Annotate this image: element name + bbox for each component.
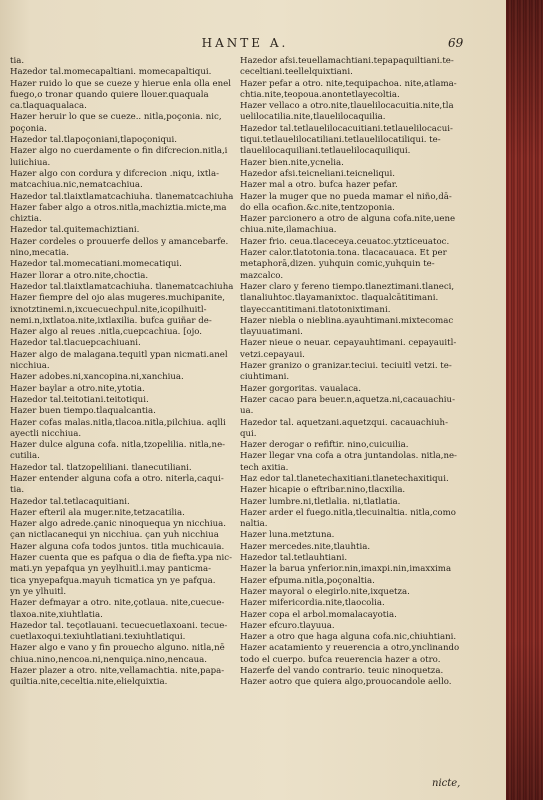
dictionary-entry	[10, 395, 238, 406]
right-column	[240, 56, 472, 689]
entry-line: Hazedor afsi.teicneliani.teicneliqui.	[240, 168, 396, 179]
entry-line: Hazer hicapie o eftribar.nino,tlacxilia.	[240, 485, 406, 496]
dictionary-entry	[240, 316, 472, 339]
dictionary-entry	[240, 214, 472, 237]
dictionary-entry	[10, 293, 238, 327]
entry-line: Hazedor tal.tetlauelilocacuitiani.tetlauelilocacui-	[240, 123, 453, 134]
entry-line: Hazer entender alguna cofa a otro. niterla,caqui-	[10, 473, 224, 484]
dictionary-entry	[10, 67, 238, 78]
entry-line: Hazerfe del vando contrario. teuic ninoquetza.	[240, 666, 444, 677]
entry-line: tia.	[10, 485, 25, 496]
entry-line: ceceltiani.teellelquixtiani.	[240, 67, 353, 78]
dictionary-entry	[240, 530, 472, 541]
entry-line: chiztia.	[10, 214, 42, 225]
entry-line: Hazer ruido lo que se cueze y hierue enla olla enel	[10, 78, 232, 89]
entry-line: metaphorā,dizen. yuhquin comic,yuhquin te-	[240, 259, 435, 270]
dictionary-entry	[240, 587, 472, 598]
entry-line: Hazer efpuma.nitla,poçonaltia.	[240, 575, 375, 586]
entry-line: Hazer gorgoritas. vaualaca.	[240, 383, 362, 394]
entry-line: ua.	[240, 406, 254, 417]
entry-line: Hazer algo con cordura y difcrecion .niqu, ixtla-	[10, 168, 220, 179]
dictionary-entry	[240, 248, 472, 282]
entry-line: Hazer baylar a otro.nite,ytotia.	[10, 383, 145, 394]
dictionary-entry	[240, 542, 472, 553]
dictionary-entry	[240, 508, 472, 531]
dictionary-entry	[240, 564, 472, 575]
entry-line: poçonia.	[10, 123, 47, 134]
entry-line: uelilocatilia.nite,tlauelilocaquilia.	[240, 112, 386, 123]
dictionary-entry	[240, 666, 472, 677]
dictionary-entry	[240, 576, 472, 587]
entry-line: tlaxoa.nite,xiuhtlatia.	[10, 609, 103, 620]
dictionary-entry	[10, 192, 238, 203]
entry-line: yn ye ylhuitl.	[10, 586, 67, 597]
dictionary-entry	[10, 338, 238, 349]
entry-line: mazcalco.	[240, 270, 284, 281]
entry-line: çan nictlacanequi yn nicchiua. çan yuh nicchiua	[10, 530, 219, 541]
entry-line: Hazedor tal. tlatzopeliliani. tlanecutiliani.	[10, 462, 192, 473]
entry-line: Hazedor tal.teitotiani.teitotiqui.	[10, 394, 149, 405]
dictionary-entry	[10, 542, 238, 553]
entry-line: Hazer acatamiento y reuerencia a otro,ynclinando	[240, 643, 460, 654]
dictionary-entry	[240, 180, 472, 191]
dictionary-entry	[240, 621, 472, 632]
dictionary-entry	[10, 237, 238, 260]
entry-line: Hazedor tal.tlapoçoniani,tlapoçoniqui.	[10, 135, 177, 146]
dictionary-entry	[240, 485, 472, 496]
entry-line: Hazer granizo o granizar.teciui. teciuitl vetzi. te-	[240, 361, 452, 372]
dictionary-entry	[240, 282, 472, 316]
dictionary-entry	[240, 361, 472, 384]
entry-line: naltia.	[240, 519, 268, 530]
book-edge	[506, 0, 543, 800]
dictionary-entry	[240, 158, 472, 169]
dictionary-entry	[10, 169, 238, 192]
entry-line: Hazedor tal.tlaixtlamatcachiuha. tlanematcachiuha	[10, 191, 234, 202]
entry-line: quiltia.nite,ceceltia.nite,elielquixtia.	[10, 677, 168, 688]
entry-line: Hazer la barua ynferior.nin,imaxpi.nin,imaxxima	[240, 564, 452, 575]
page-header	[0, 36, 506, 54]
entry-line: Hazer derogar o refiftir. nino,cuicuilia.	[240, 440, 409, 451]
dictionary-entry	[240, 124, 472, 158]
dictionary-entry	[10, 372, 238, 383]
entry-line: Hazer fiempre del ojo alas mugeres.muchipanite,	[10, 293, 225, 304]
entry-line: Hazer cuenta que es pafqua o dia de fiefta.ypa nic-	[10, 553, 232, 564]
entry-line: tlayuuatimani.	[240, 327, 303, 338]
dictionary-entry	[10, 259, 238, 270]
dictionary-entry	[240, 192, 472, 215]
entry-line: Hazer mercedes.nite,tlauhtia.	[240, 541, 371, 552]
entry-line: luiichiua.	[10, 157, 51, 168]
dictionary-entry	[10, 79, 238, 113]
dictionary-entry	[10, 598, 238, 621]
entry-line: qui.	[240, 428, 257, 439]
dictionary-entry	[10, 271, 238, 282]
dictionary-entry	[10, 497, 238, 508]
entry-line: Hazer algo al reues .nitla,cuepcachiua. [ojo.	[10, 327, 203, 338]
entry-line: Hazedor tal.tlacuepcachiuani.	[10, 338, 141, 349]
dictionary-entry	[10, 203, 238, 226]
dictionary-entry	[240, 643, 472, 666]
dictionary-entry	[10, 406, 238, 417]
entry-line: Hazer mayoral o elegirlo.nite,ixquetza.	[240, 586, 410, 597]
entry-line: Hazedor tal. teçotlauani. tecuecuetlaxoani. tecue-	[10, 620, 228, 631]
dictionary-entry	[10, 56, 238, 67]
entry-line: cuetlaxoqui.texiuhtlatiani.texiuhtlatiqui.	[10, 632, 186, 643]
entry-line: Hazedor tal.tetlacaquitiani.	[10, 496, 130, 507]
dictionary-entry	[10, 282, 238, 293]
entry-line: do ella ocafion.&c.nite,tentzoponia.	[240, 202, 395, 213]
dictionary-entry	[10, 440, 238, 463]
dictionary-entry	[240, 553, 472, 564]
entry-line: Hazedor tal.quitemachiztiani.	[10, 225, 140, 236]
dictionary-entry	[240, 395, 472, 418]
running-title: HANTE A.	[201, 36, 289, 50]
dictionary-entry	[10, 146, 238, 169]
entry-line: Hazer alguna cofa todos juntos. titla muchicauia.	[10, 541, 225, 552]
dictionary-entry	[240, 237, 472, 248]
dictionary-entry	[240, 497, 472, 508]
entry-line: Hazer pefar a otro. nite,tequipachoa. nite,atlama-	[240, 78, 457, 89]
entry-line: Hazer aotro que quiera algo,prouocandole aello.	[240, 677, 452, 688]
dictionary-entry	[10, 643, 238, 666]
dictionary-entry	[10, 135, 238, 146]
dictionary-entry	[240, 56, 472, 79]
entry-line: Hazer cofas malas.nitla,tlacoa.nitla,pilchiua. aqlli	[10, 417, 226, 428]
entry-line: ca.tlaquaqualaca.	[10, 101, 87, 112]
entry-line: Hazer algo e vano y fin prouecho alguno. nitla,nē	[10, 643, 225, 654]
entry-line: vetzi.cepayaui.	[240, 349, 305, 360]
entry-line: Hazer arder el fuego.nitla,tlecuinaltia. nitla,como	[240, 507, 456, 518]
entry-line: Haz edor tal.tlanetechaxitiani.tlanetechaxitiqui.	[240, 473, 449, 484]
entry-line: ixnotztinemi.n,ixcuecuechpul.nite,icopilhuitl-	[10, 304, 207, 315]
dictionary-entry	[240, 451, 472, 474]
entry-line: Hazer cordeles o prouuerfe dellos y amancebarfe.	[10, 236, 229, 247]
entry-line: Hazer cacao para beuer.n,aquetza.ni,cacauachiu-	[240, 394, 455, 405]
entry-line: Hazer frio. ceua.tlaceceya.ceuatoc.ytzticeuatoc.	[240, 236, 450, 247]
dictionary-entry	[240, 677, 472, 688]
entry-line: Hazer la muger que no pueda mamar el niño,dā-	[240, 191, 452, 202]
entry-line: Hazer mal a otro. bufca hazer pefar.	[240, 180, 398, 191]
entry-line: Hazedor tal.tetlauhtiani.	[240, 553, 348, 564]
entry-line: Hazedor tal.momecatiani.momecatiqui.	[10, 259, 182, 270]
dictionary-entry	[240, 440, 472, 451]
page-number: 69	[448, 36, 464, 50]
entry-line: Hazer algo no cuerdamente o fin difcrecion.nitla,i	[10, 146, 228, 157]
dictionary-entry	[10, 418, 238, 441]
entry-line: mati.yn yepafqua yn yeylhuitl.i.may panticma-	[10, 564, 212, 575]
entry-line: Hazer llorar a otro.nite,choctia.	[10, 270, 149, 281]
dictionary-entry	[10, 327, 238, 338]
entry-line: chiua.nino,nencoa.ni,nenquiça.nino,nencaua.	[10, 654, 208, 665]
entry-line: nicchiua.	[10, 361, 50, 372]
entry-line: tia.	[10, 56, 25, 66]
entry-line: Hazer a otro que haga alguna cofa.nic,chiuhtiani.	[240, 632, 457, 643]
entry-line: cutilia.	[10, 451, 40, 462]
entry-line: Hazedor afsi.teuellamachtiani.tepapaquiltiani.te-	[240, 56, 454, 66]
entry-line: Hazedor tal.tlaixtlamatcachiuha. tlanematcachiuha	[10, 281, 234, 292]
dictionary-entry	[10, 621, 238, 644]
entry-line: ciuhtimani.	[240, 372, 290, 383]
entry-line: todo el cuerpo. bufca reuerencia hazer a otro.	[240, 654, 441, 665]
dictionary-entry	[240, 632, 472, 643]
catchword: nicte,	[432, 778, 461, 789]
entry-line: chtia.nite,teopoua.anontetlayecoltia.	[240, 89, 400, 100]
entry-line: Hazer adobes.ni,xancopina.ni,xanchiua.	[10, 372, 184, 383]
entry-line: ayectli nicchiua.	[10, 428, 82, 439]
entry-line: nino,mecatia.	[10, 248, 69, 259]
entry-line: Hazer calor.tlatotonia.tona. tlacacauaca. Et per	[240, 248, 447, 259]
dictionary-entry	[10, 508, 238, 519]
dictionary-entry	[10, 112, 238, 135]
dictionary-entry	[10, 553, 238, 598]
entry-line: chiua.nite,ilamachiua.	[240, 225, 337, 236]
entry-line: Hazer llegar vna cofa a otra juntandolas. nitla,ne-	[240, 451, 457, 462]
dictionary-entry	[240, 169, 472, 180]
dictionary-entry	[10, 350, 238, 373]
entry-line: Hazer defmayar a otro. nite,çotlaua. nite,cuecue-	[10, 598, 225, 609]
entry-line: tlayeccantitimani.tlatotonixtimani.	[240, 304, 391, 315]
dictionary-entry	[240, 101, 472, 124]
entry-line: fuego,o tronar quando quiere llouer.quaquala	[10, 89, 209, 100]
entry-line: tiqui.tetlauelilocatiliani.tetlauelilocatiliqui. te-	[240, 135, 441, 146]
entry-line: Hazer faber algo a otros.nitla,machiztia.micte,ma	[10, 202, 227, 213]
dictionary-entry	[240, 79, 472, 102]
entry-line: Hazer claro y fereno tiempo.tlaneztimani.tlaneci,	[240, 281, 455, 292]
dictionary-entry	[240, 598, 472, 609]
entry-line: Hazedor tal.momecapaltiani. momecapaltiqui.	[10, 67, 212, 78]
dictionary-entry	[10, 225, 238, 236]
entry-line: Hazer vellaco a otro.nite,tlauelilocacuitia.nite,tla	[240, 101, 454, 112]
entry-line: Hazer algo adrede.çanic ninoquequa yn nicchiua.	[10, 519, 226, 530]
entry-line: Hazer mifericordia.nite,tlaocolia.	[240, 598, 385, 609]
entry-line: Hazer efcuro.tlayuua.	[240, 620, 335, 631]
entry-line: matcachiua.nic,nematcachiua.	[10, 180, 143, 191]
entry-line: Hazedor tal. aquetzani.aquetzqui. cacauachiuh-	[240, 417, 448, 428]
dictionary-entry	[10, 666, 238, 689]
entry-line: tlanaliuhtoc.tlayamanixtoc. tlaqualcātitimani.	[240, 293, 439, 304]
entry-line: Hazer bien.nite,ycnelia.	[240, 157, 344, 168]
dictionary-entry	[240, 384, 472, 395]
entry-line: Hazer algo de malagana.tequitl ypan nicmati.anel	[10, 349, 228, 360]
entry-line: Hazer nieue o neuar. cepayauhtimani. cepayauitl-	[240, 338, 457, 349]
entry-line: tica ynyepafqua.mayuh ticmatica yn ye pafqua.	[10, 575, 216, 586]
entry-line: Hazer luna.metztuna.	[240, 530, 335, 541]
entry-line: Hazer lumbre.ni,tletlalia. ni,tlatlatia.	[240, 496, 401, 507]
left-column	[10, 56, 238, 689]
entry-line: Hazer dulce alguna cofa. nitla,tzopelilia. nitla,ne-	[10, 440, 226, 451]
dictionary-entry	[10, 384, 238, 395]
entry-line: Hazer parcionero a otro de alguna cofa.nite,uene	[240, 214, 456, 225]
dictionary-entry	[240, 418, 472, 441]
entry-line: Hazer heruir lo que se cueze.. nitla,poçonia. nic,	[10, 112, 222, 123]
entry-line: tlauelilocaquiliani.tetlauelilocaquiliqui.	[240, 146, 411, 157]
dictionary-entry	[240, 338, 472, 361]
dictionary-entry	[10, 519, 238, 542]
entry-line: tech axitia.	[240, 462, 289, 473]
entry-line: Hazer efteril ala muger.nite,tetzacatilia.	[10, 507, 185, 518]
entry-line: Hazer plazer a otro. nite,vellamachtia. nite,papa-	[10, 666, 225, 677]
entry-line: Hazer copa el arbol.momalacayotia.	[240, 609, 397, 620]
dictionary-entry	[240, 610, 472, 621]
entry-line: Hazer buen tiempo.tlaqualcantia.	[10, 406, 156, 417]
dictionary-entry	[240, 474, 472, 485]
dictionary-entry	[10, 474, 238, 497]
entry-line: nemi.n,ixtlatoa.nite,ixtlaxilia. bufca guiñar de-	[10, 315, 212, 326]
entry-line: Hazer niebla o nieblina.ayauhtimani.mixtecomac	[240, 315, 454, 326]
dictionary-entry	[10, 463, 238, 474]
